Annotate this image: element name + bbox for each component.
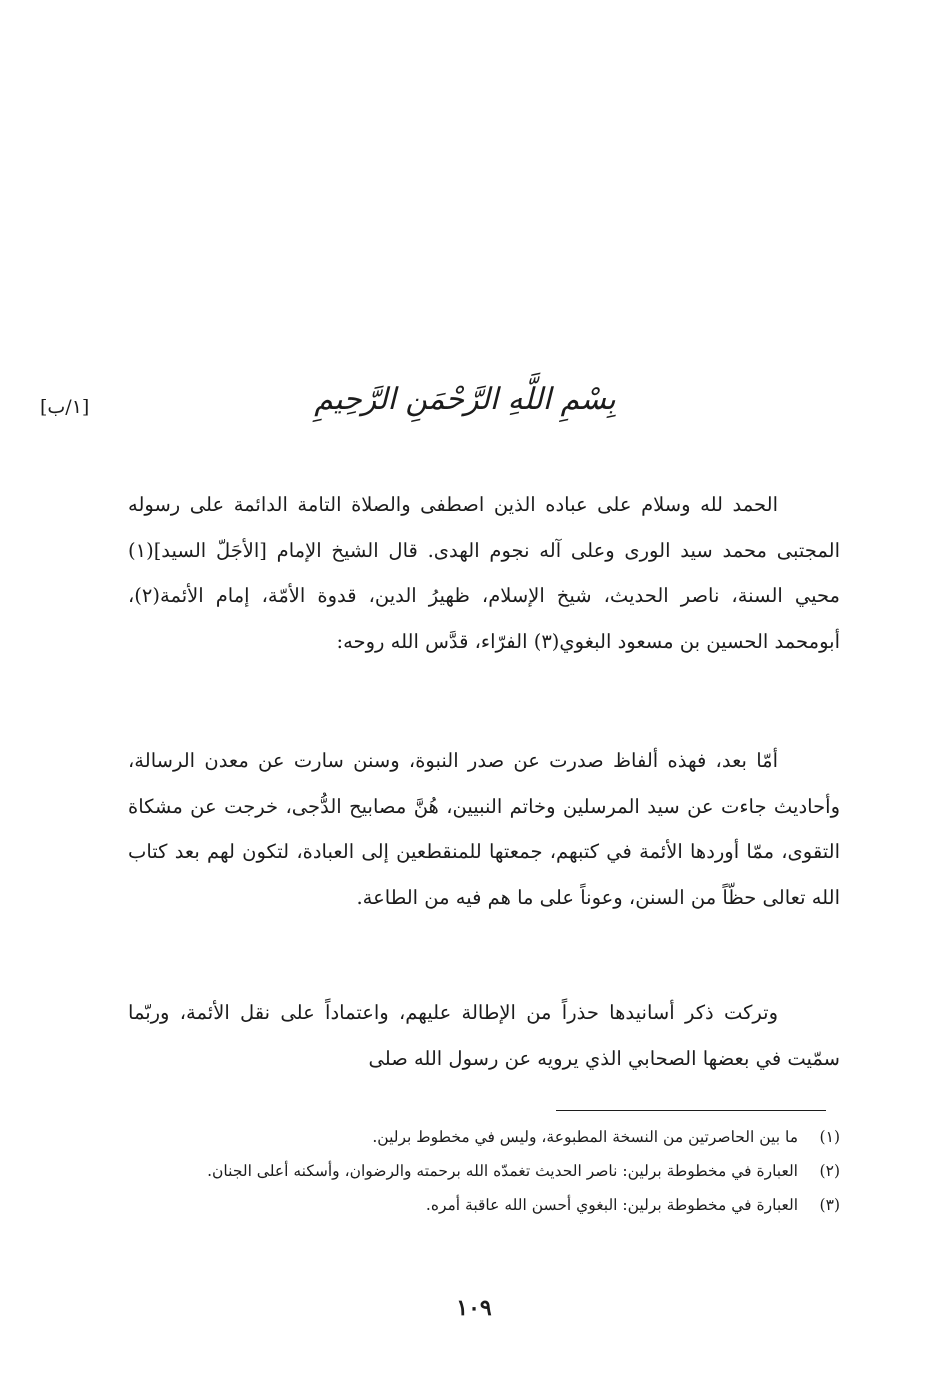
footnotes (128, 1120, 840, 1222)
footnote-3 (128, 1188, 840, 1222)
footnote-text: العبارة في مخطوطة برلين: البغوي أحسن الله عاقبة أمره. (425, 1196, 798, 1214)
folio-marker: [١/ب] (40, 396, 90, 418)
paragraph-text: وتركت ذكر أسانيدها حذراً من الإطالة عليهم، واعتماداً على نقل الأئمة، وربّما سمّيت في بعضها الصحابي الذي يرويه عن رسول الله صلى (128, 1001, 840, 1070)
body-paragraph-3 (128, 990, 840, 1086)
basmala-heading: بِسْمِ اللَّهِ الرَّحْمَنِ الرَّحِيمِ (314, 382, 616, 417)
footnote-text: ما بين الحاصرتين من النسخة المطبوعة، وليس في مخطوط برلين. (372, 1128, 798, 1146)
footnote-2 (128, 1154, 840, 1188)
paragraph-text: أمّا بعد، فهذه ألفاظ صدرت عن صدر النبوة، وسنن سارت عن معدن الرسالة، وأحاديث جاءت عن سيد المرسلين وخاتم النبيين، هُنَّ مصابيح الدُّجى، خرجت عن مشكاة التقوى، ممّا أوردها الأئمة في كتبهم، جمعتها للمنقطعين إلى العبادة، لتكون لهم بعد كتاب الله تعالى حظّاً من السنن، وعوناً على ما هم فيه من الطاعة. (128, 749, 840, 909)
footnote-text: العبارة في مخطوطة برلين: ناصر الحديث تغمدّه الله برحمته والرضوان، وأسكنه أعلى الجنان. (207, 1162, 798, 1180)
footnote-number: (٣) (819, 1196, 840, 1214)
footnote-number: (١) (819, 1128, 840, 1146)
paragraph-text: الحمد لله وسلام على عباده الذين اصطفى والصلاة التامة الدائمة على رسوله المجتبى محمد سيد الورى وعلى آله نجوم الهدى. قال الشيخ الإمام [الأجَلّ السيد](١) محيي السنة، ناصر الحديث، شيخ الإسلام، ظهيرُ الدين، قدوة الأمّة، إمام الأئمة(٢)، أبومحمد الحسين بن مسعود البغوي(٣) الفرّاء، قدَّس الله روحه: (128, 493, 840, 653)
footnote-number: (٢) (819, 1162, 840, 1180)
footnote-1 (128, 1120, 840, 1154)
footnote-divider (556, 1110, 826, 1111)
body-paragraph-2 (128, 738, 840, 970)
page-number: ١٠٩ (456, 1295, 492, 1321)
body-paragraph-1 (128, 482, 840, 714)
